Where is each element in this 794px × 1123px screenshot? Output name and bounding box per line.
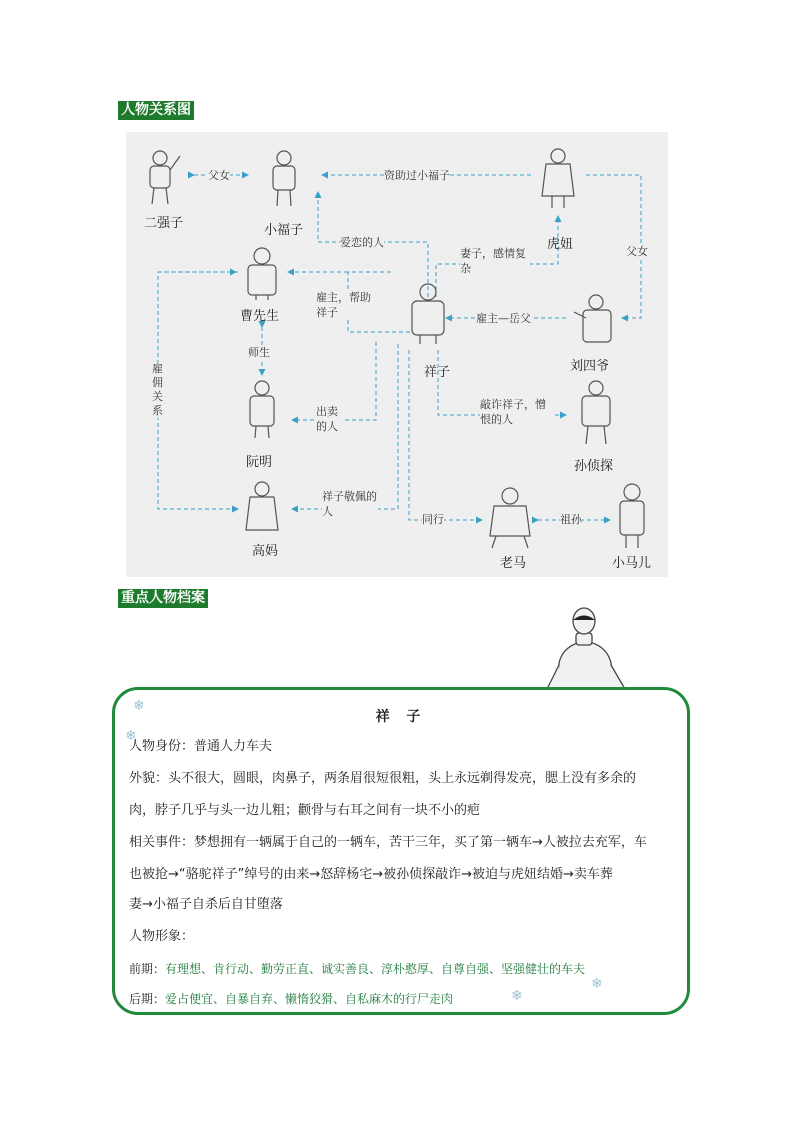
name-ruanming: 阮明 (246, 455, 273, 470)
relation-guzhu-yuefu: 雇主—岳父 (476, 312, 531, 325)
relation-zizhu: 资助过小福子 (384, 169, 450, 182)
profile-card (112, 687, 690, 1015)
name-laoma: 老马 (500, 556, 527, 571)
image-label: 人物形象： (129, 929, 195, 944)
relation-zusun: 祖孙 (560, 513, 582, 526)
late-row (129, 990, 453, 1008)
name-xiaofuzi: 小福子 (264, 223, 304, 238)
relation-guzhu-bangzhu: 雇主，帮助祥子 (316, 290, 380, 320)
identity-value: 普通人力车夫 (194, 739, 273, 754)
appearance-line-2: 肉，脖子几乎与头一边儿粗；颧骨与右耳之间有一块不小的疤 (129, 803, 481, 818)
name-gaoma: 高妈 (252, 544, 279, 559)
name-erqiangzi: 二强子 (144, 216, 184, 231)
events-line-1: 相关事件：梦想拥有一辆属于自己的一辆车，苦干三年，买了第一辆车→人被拉去充军，车 (129, 835, 647, 850)
relation-qiaozha: 敲诈祥子，憎恨的人 (480, 397, 554, 427)
name-sunzhentan: 孙侦探 (574, 459, 614, 474)
name-huniu: 虎妞 (547, 237, 574, 252)
relation-shisheng: 师生 (248, 346, 270, 359)
late-value: 爱占便宜、自暴自弃、懒惰狡猾、自私麻木的行尸走肉 (165, 992, 454, 1006)
relation-tonghang: 同行 (422, 513, 444, 526)
early-row (129, 960, 585, 978)
events-line-2: 也被抢→“骆驼祥子”绰号的由来→怒辞杨宅→被孙侦探敲诈→被迫与虎妞结婚→卖车葬 (129, 867, 613, 882)
relationship-diagram (126, 132, 668, 577)
relation-aili: 爱恋的人 (340, 236, 384, 249)
profile-name: 祥 子 (375, 709, 427, 725)
snowflake-icon: ❄ (591, 976, 603, 992)
relation-qizi: 妻子，感情复杂 (460, 246, 530, 276)
name-caoxiansheng: 曹先生 (240, 309, 280, 324)
name-xiangzi: 祥子 (424, 365, 451, 380)
relation-jingpei: 祥子敬佩的人 (322, 490, 377, 518)
profile-section-title: 重点人物档案 (118, 589, 208, 608)
early-value: 有理想、肯行动、勤劳正直、诚实善良、淳朴憨厚、自尊自强、坚强健壮的车夫 (165, 962, 586, 976)
snowflake-icon: ❄ (125, 728, 137, 744)
name-xiaomaer: 小马儿 (612, 556, 652, 571)
diagram-section-title: 人物关系图 (118, 101, 194, 120)
snowflake-icon: ❄ (511, 988, 523, 1004)
snowflake-icon: ❄ (133, 698, 145, 714)
early-label: 前期： (129, 962, 166, 976)
late-label: 后期： (129, 992, 166, 1006)
relation-guyong: 雇佣关系 (152, 362, 163, 417)
relation-fu-nv-right: 父女 (626, 245, 648, 258)
identity-row (129, 738, 272, 756)
identity-label: 人物身份： (129, 739, 195, 754)
relation-fu-nv-left: 父女 (208, 169, 230, 182)
name-liusiye: 刘四爷 (570, 359, 610, 374)
relation-chumai: 出卖的人 (316, 404, 344, 434)
events-line-3: 妻→小福子自杀后自甘堕落 (129, 897, 283, 912)
appearance-line-1: 外貌：头不很大，圆眼，肉鼻子，两条眉很短很粗，头上永远剃得发亮，腮上没有多余的 (129, 771, 637, 786)
